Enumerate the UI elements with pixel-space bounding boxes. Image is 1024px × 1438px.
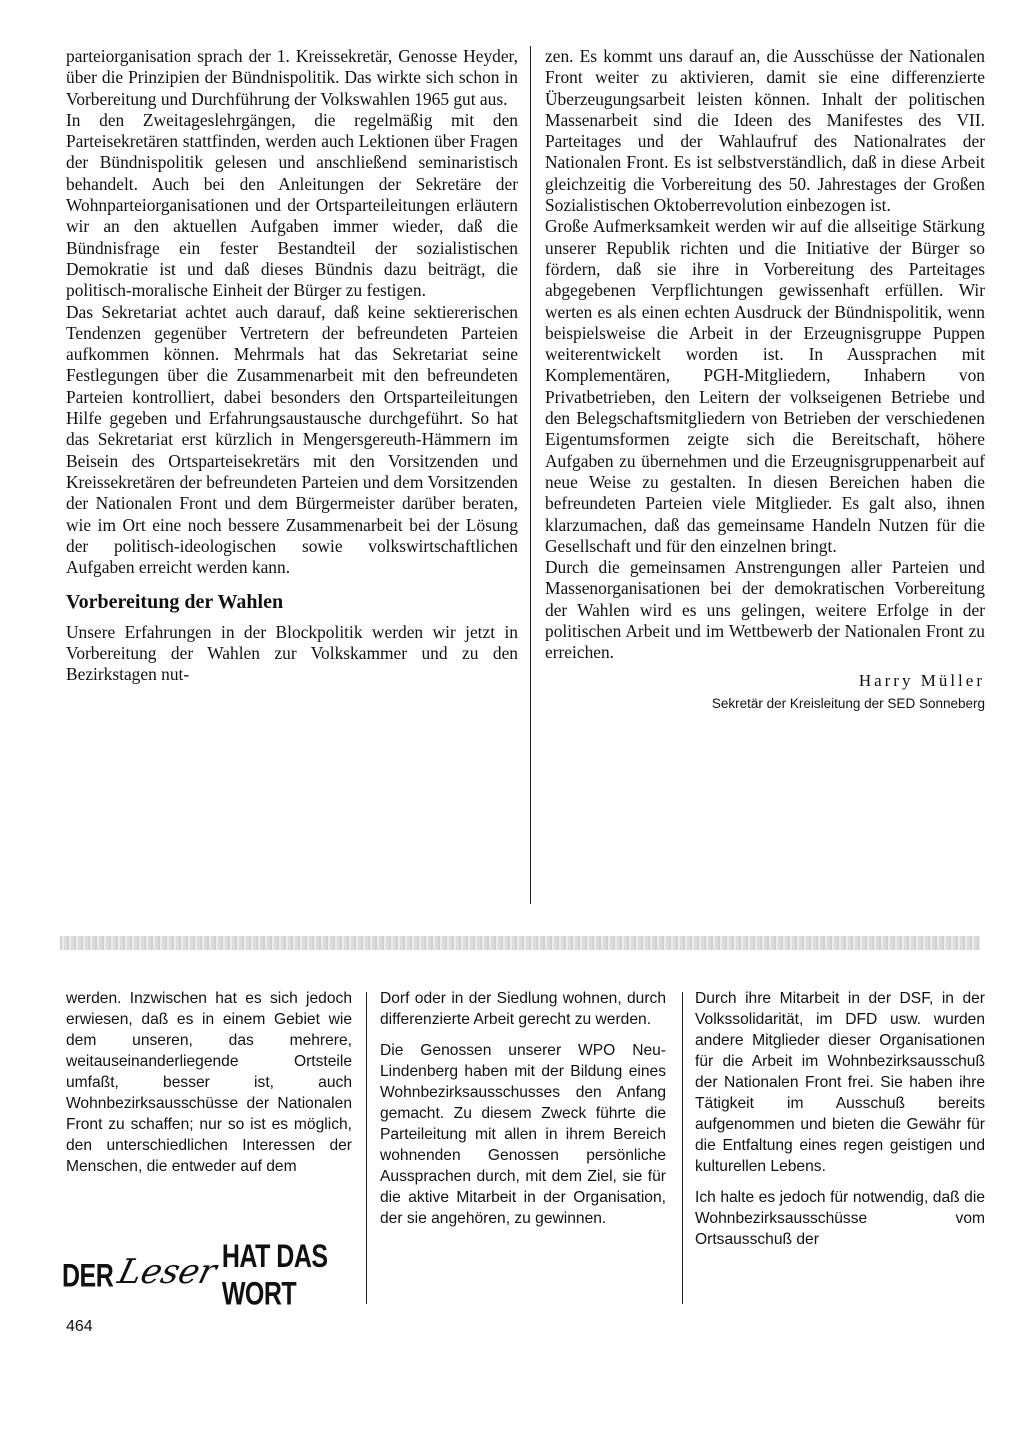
paragraph: zen. Es kommt uns darauf an, die Ausschüsse der Nationalen Front weiter zu aktivieren, damit sie eine differenzierte Überzeugungsarbeit leisten können. Inhalt der politischen Massenarbeit sind die Ideen des Manifestes des VII. Parteitages und der Wahlaufruf des Nationalrates der Nationalen Front. Es ist selbstverständlich, daß in diese Arbeit gleichzeitig die Vorbereitung des 50. Jahrestages der Großen Sozialistischen Oktoberrevolution einbezogen ist. <box>545 46 985 216</box>
bottom-column-2 <box>380 988 666 1229</box>
page-number: 464 <box>66 1318 93 1335</box>
logo-text-der: DER <box>62 1257 114 1294</box>
top-right-column <box>545 46 985 714</box>
paragraph: werden. Inzwischen hat es sich jedoch erwiesen, daß es in einem Gebiet wie dem unseren, das mehrere, weitauseinanderliegende Ortsteile umfaßt, besser ist, auch Wohnbezirksausschüsse der Nationalen Front zu schaffen; nur so ist es möglich, den unterschiedlichen Interessen der Menschen, die entweder auf dem <box>66 990 352 1175</box>
column-divider <box>366 992 367 1304</box>
logo-text-hat-das-wort: HAT DAS WORT <box>221 1238 328 1313</box>
der-leser-hat-das-wort-logo <box>62 1238 348 1313</box>
paragraph: Durch die gemeinsamen Anstrengungen aller Parteien und Massenorganisationen bei der demokratischen Vorbereitung der Wahlen wird es uns gelingen, weitere Erfolge in der politischen Arbeit und im Wettbewerb der Nationalen Front zu erreichen. <box>545 557 985 663</box>
section-heading: Vorbereitung der Wahlen <box>66 591 284 614</box>
bottom-column-1 <box>66 988 352 1177</box>
paragraph: Unsere Erfahrungen in der Blockpolitik werden wir jetzt in Vorbereitung der Wahlen zur Volkskammer und zu den Bezirkstagen nut- <box>66 621 518 685</box>
paragraph: Durch ihre Mitarbeit in der DSF, in der Volkssolidarität, im DFD usw. wurden andere Mitglieder dieser Organisationen für die Arbeit im Wohnbezirksausschuß der Nationalen Front frei. Sie haben ihre Tätigkeit im Ausschuß bereits aufgenommen und bieten die Gewähr für die Entfaltung eines regen geistigen und kulturellen Lebens. <box>695 990 985 1175</box>
column-divider <box>682 992 683 1304</box>
paragraph: In den Zweitageslehrgängen, die regelmäßig mit den Parteisekretären stattfinden, werden auch Lektionen über Fragen der Bündnispolitik gelesen und anschließend seminaristisch behandelt. Auch bei den Anleitungen der Sekretäre der Wohnparteiorganisationen und der Ortsparteileitungen erläutern wir an den aktuellen Aufgaben immer wieder, daß die Bündnisfrage ein fester Bestandteil der sozialistischen Demokratie ist und daß dieses Bündnis dazu beiträgt, die politisch-moralische Einheit der Bürger zu festigen. <box>66 109 518 301</box>
logo-text-leser: Leser <box>114 1252 221 1292</box>
bottom-column-3 <box>695 988 985 1250</box>
paragraph: Ich halte es jedoch für notwendig, daß die Wohnbezirksausschüsse vom Ortsausschuß der <box>695 1189 985 1248</box>
paragraph: parteiorganisation sprach der 1. Kreissekretär, Genosse Heyder, über die Prinzipien der Bündnispolitik. Das wirkte sich schon in Vorbereitung und Durchführung der Volkswahlen 1965 gut aus. <box>66 46 518 109</box>
author-name: Harry Müller <box>858 670 985 690</box>
section-separator-band <box>60 936 980 950</box>
top-left-column <box>66 46 518 686</box>
paragraph: Große Aufmerksamkeit werden wir auf die allseitige Stärkung unserer Republik richten und die Initiative der Bürger so fördern, daß sie ihre in Vorbereitung des Parteitages abgegebenen Verpflichtungen gewissenhaft erfüllen. Wir werten es als einen echten Ausdruck der Bündnispolitik, wenn beispielsweise die Arbeit in der Erzeugnisgruppe Puppen weiterentwickelt worden ist. In Aussprachen mit Komplementären, PGH-Mitgliedern, Inhabern von Privatbetrieben, den Leitern der volkseigenen Betriebe und den Belegschaftsmitgliedern von Betrieben der verschiedenen Eigentumsformen zeigte sich die Bereitschaft, höhere Aufgaben zu übernehmen und die Erzeugnisgruppenarbeit auf neue Weise zu gestalten. In diesen Bereichen haben die befreundeten Parteien viele Mitglieder. Es galt also, ihnen klarzumachen, daß das gemeinsame Handeln Nutzen für die Gesellschaft und für den einzelnen bringt. <box>545 216 985 556</box>
paragraph: Die Genossen unserer WPO Neu-Lindenberg haben mit der Bildung eines Wohnbezirksausschusses den Anfang gemacht. Zu diesem Zweck führte die Parteileitung mit allen in ihrem Bereich wohnenden Genossen persönliche Aussprachen durch, mit dem Ziel, sie für die aktive Mitarbeit in der Organisation, der sie angehören, zu gewinnen. <box>380 1042 666 1227</box>
paragraph: Das Sekretariat achtet auch darauf, daß keine sektiererischen Tendenzen gegenüber Vertretern der befreundeten Parteien aufkommen können. Mehrmals hat das Sekretariat seine Festlegungen über die Zusammenarbeit mit den befreundeten Parteien kontrolliert, dabei besonders den Ortsparteileitungen Hilfe gegeben und Erfahrungsaustausche durchgeführt. So hat das Sekretariat erst kürzlich in Mengersgereuth-Hämmern im Beisein des Ortsparteisekretärs mit den Vorsitzenden und Kreissekretären der befreundeten Parteien und dem Vorsitzenden der Nationalen Front und dem Bürgermeister darüber beraten, wie im Ort eine noch bessere Zusammenarbeit bei der Lösung der politisch-ideologischen sowie volkswirtschaftlichen Aufgaben erreicht werden kann. <box>66 301 518 578</box>
paragraph: Dorf oder in der Siedlung wohnen, durch differenzierte Arbeit gerecht zu werden. <box>380 990 666 1028</box>
author-role: Sekretär der Kreisleitung der SED Sonneberg <box>711 695 985 711</box>
column-divider <box>530 46 531 904</box>
